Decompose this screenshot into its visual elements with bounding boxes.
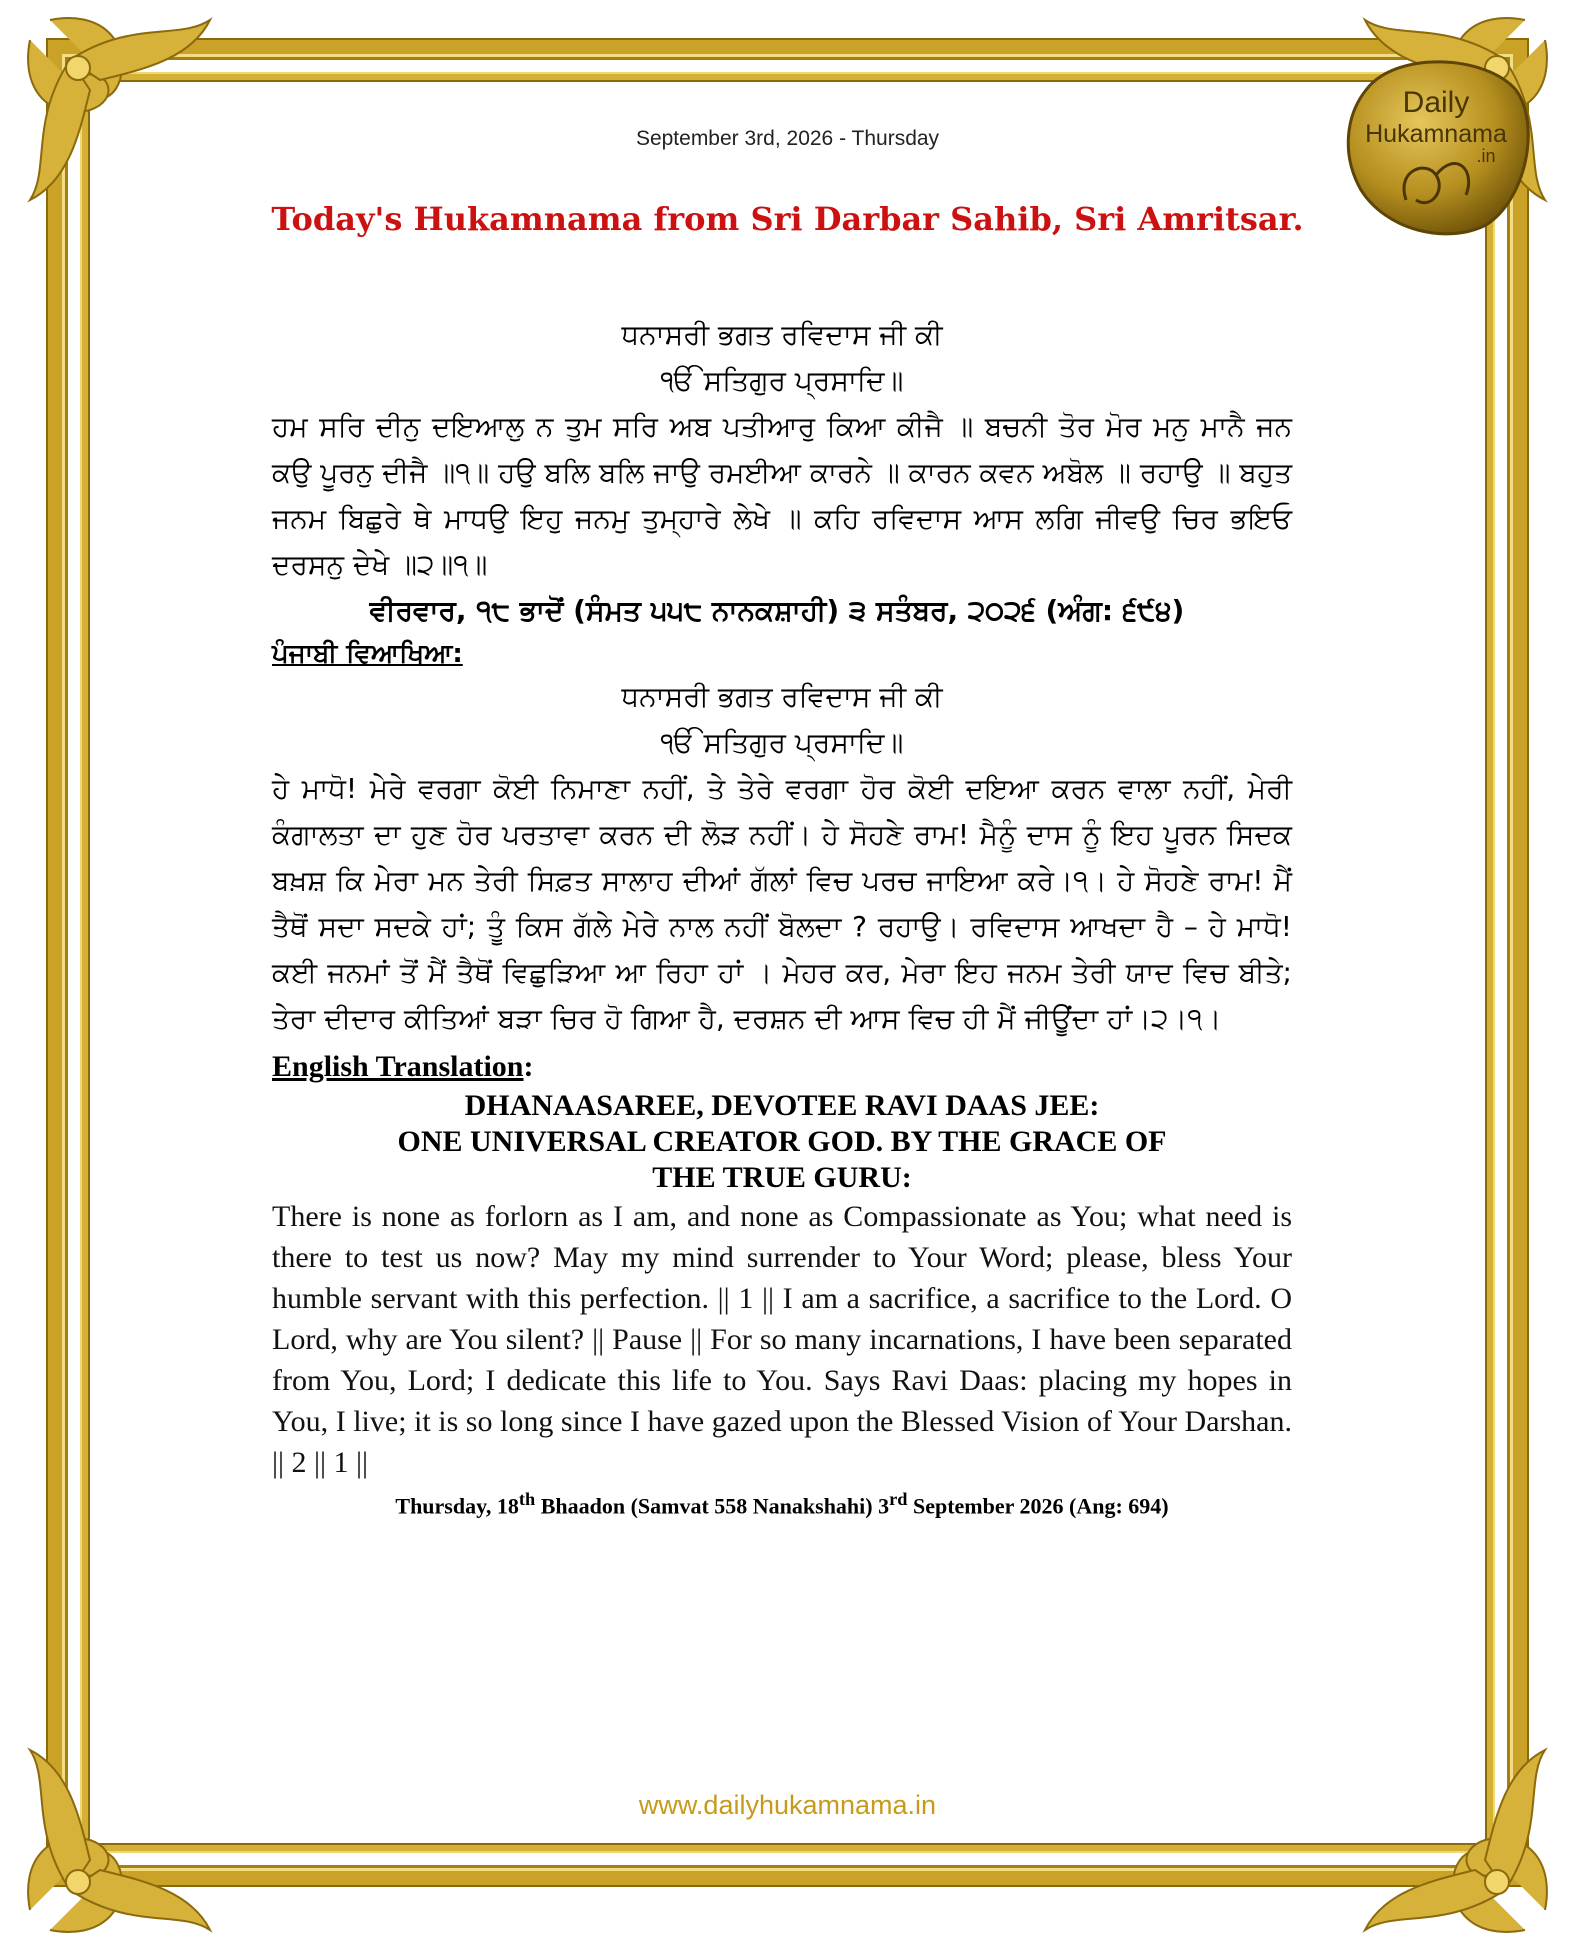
gurbani-date-line: ਵੀਰਵਾਰ, ੧੮ ਭਾਦੋਂ (ਸੰਮਤ ੫੫੮ ਨਾਨਕਸ਼ਾਹੀ) ੩ ਸਤੰਬਰ, ੨੦੨੬ (ਅੰਗ: ੬੯੪) [369, 594, 1185, 627]
english-body: There is none as forlorn as I am, and none as Compassionate as You; what need is there to test us now? May my mind surrender to Your Word; please, bless Your humble servant with this perfection. || 1 || I am a sacrifice, a sacrifice to the Lord. O Lord, why are You silent? || Pause || For so many incarnations, I have been separated from You, Lord; I dedicate this life to You. Says Ravi Daas: placing my hopes in You, I live; it is so long since I have gazed upon the Blessed Vision of Your Darshan. || 2 || 1 || [272, 1200, 1292, 1479]
punjabi-raag: ਧਨਾਸਰੀ ਭਗਤ ਰਵਿਦਾਸ ਜੀ ਕੀ [621, 680, 943, 713]
corner-ornament-icon [10, 0, 240, 230]
english-heading-colon: : [523, 1050, 534, 1083]
english-date-part2: Bhaadon (Samvat 558 Nanakshahi) 3 [535, 1493, 890, 1519]
footer-website-link[interactable]: www.dailyhukamnama.in [638, 1790, 937, 1820]
english-title-line2: ONE UNIVERSAL CREATOR GOD. BY THE GRACE OF [397, 1125, 1167, 1158]
gurbani-shabad: ਹਮ ਸਰਿ ਦੀਨੁ ਦਇਆਲੁ ਨ ਤੁਮ ਸਰਿ ਅਬ ਪਤੀਆਰੁ ਕਿਆ ਕੀਜੈ ॥ ਬਚਨੀ ਤੋਰ ਮੋਰ ਮਨੁ ਮਾਨੈ ਜਨ ਕਉ ਪੂਰਨੁ ਦੀਜੈ ॥੧॥ ਹਉ ਬਲਿ ਬਲਿ ਜਾਉ ਰਮਈਆ ਕਾਰਨੇ ॥ ਕਾਰਨ ਕਵਨ ਅਬੋਲ ॥ ਰਹਾਉ ॥ ਬਹੁਤ ਜਨਮ ਬਿਛੁਰੇ ਥੇ ਮਾਧਉ ਇਹੁ ਜਨਮੁ ਤੁਮ੍ਹਾਰੇ ਲੇਖੇ ॥ ਕਹਿ ਰਵਿਦਾਸ ਆਸ ਲਗਿ ਜੀਵਉ ਚਿਰ ਭਇਓ ਦਰਸਨੁ ਦੇਖੇ ॥੨॥੧॥ [272, 410, 1292, 581]
top-date: September 3rd, 2026 - Thursday [635, 127, 940, 150]
gurbani-mool: ੴ ਸਤਿਗੁਰ ਪ੍ਰਸਾਦਿ॥ [660, 364, 904, 397]
hukamnama-content [272, 312, 1292, 1519]
english-title-line3: THE TRUE GURU: [652, 1161, 912, 1194]
gurbani-raag: ਧਨਾਸਰੀ ਭਗਤ ਰਵਿਦਾਸ ਜੀ ਕੀ [621, 318, 943, 351]
page-title: Today's Hukamnama from Sri Darbar Sahib, Sri Amritsar. [271, 200, 1304, 238]
english-date-part1: Thursday, 18 [395, 1493, 519, 1519]
english-date-sup1: th [518, 1489, 536, 1509]
punjabi-mool: ੴ ਸਤਿਗੁਰ ਪ੍ਰਸਾਦਿ॥ [660, 726, 904, 759]
corner-ornament-icon [10, 1720, 240, 1950]
corner-ornament-icon [1335, 1720, 1565, 1950]
english-date-part3: September 2026 (Ang: 694) [907, 1493, 1169, 1519]
english-title-line1: DHANAASAREE, DEVOTEE RAVI DAAS JEE: [464, 1089, 1100, 1122]
punjabi-heading: ਪੰਜਾਬੀ ਵਿਆਖਿਆ: [272, 639, 463, 669]
english-heading-text: English Translation [272, 1050, 524, 1083]
logo-text-line3: .in [1476, 146, 1496, 166]
punjabi-body: ਹੇ ਮਾਧੋ! ਮੇਰੇ ਵਰਗਾ ਕੋਈ ਨਿਮਾਣਾ ਨਹੀਂ, ਤੇ ਤੇਰੇ ਵਰਗਾ ਹੋਰ ਕੋਈ ਦਇਆ ਕਰਨ ਵਾਲਾ ਨਹੀਂ, ਮੇਰੀ ਕੰਗਾਲਤਾ ਦਾ ਹੁਣ ਹੋਰ ਪਰਤਾਵਾ ਕਰਨ ਦੀ ਲੋੜ ਨਹੀਂ। ਹੇ ਸੋਹਣੇ ਰਾਮ! ਮੈਨੂੰ ਦਾਸ ਨੂੰ ਇਹ ਪੂਰਨ ਸਿਦਕ ਬਖ਼ਸ਼ ਕਿ ਮੇਰਾ ਮਨ ਤੇਰੀ ਸਿਫ਼ਤ ਸਾਲਾਹ ਦੀਆਂ ਗੱਲਾਂ ਵਿਚ ਪਰਚ ਜਾਇਆ ਕਰੇ।੧। ਹੇ ਸੋਹਣੇ ਰਾਮ! ਮੈਂ ਤੈਥੋਂ ਸਦਾ ਸਦਕੇ ਹਾਂ; ਤੂੰ ਕਿਸ ਗੱਲੇ ਮੇਰੇ ਨਾਲ ਨਹੀਂ ਬੋਲਦਾ ? ਰਹਾਉ। ਰਵਿਦਾਸ ਆਖਦਾ ਹੈ – ਹੇ ਮਾਧੋ! ਕਈ ਜਨਮਾਂ ਤੋਂ ਮੈਂ ਤੈਥੋਂ ਵਿਛੁੜਿਆ ਆ ਰਿਹਾ ਹਾਂ । ਮੇਹਰ ਕਰ, ਮੇਰਾ ਇਹ ਜਨਮ ਤੇਰੀ ਯਾਦ ਵਿਚ ਬੀਤੇ; ਤੇਰਾ ਦੀਦਾਰ ਕੀਤਿਆਂ ਬੜਾ ਚਿਰ ਹੋ ਗਿਆ ਹੈ, ਦਰਸ਼ਨ ਦੀ ਆਸ ਵਿਚ ਹੀ ਮੈਂ ਜੀਊਂਦਾ ਹਾਂ।੨।੧। [272, 772, 1292, 1035]
logo-text-line2: Hukamnama [1365, 120, 1507, 148]
logo-text-line1: Daily [1402, 86, 1470, 119]
english-date-sup2: rd [889, 1489, 908, 1509]
english-heading [272, 1046, 1292, 1088]
english-date-line [272, 1489, 1292, 1519]
